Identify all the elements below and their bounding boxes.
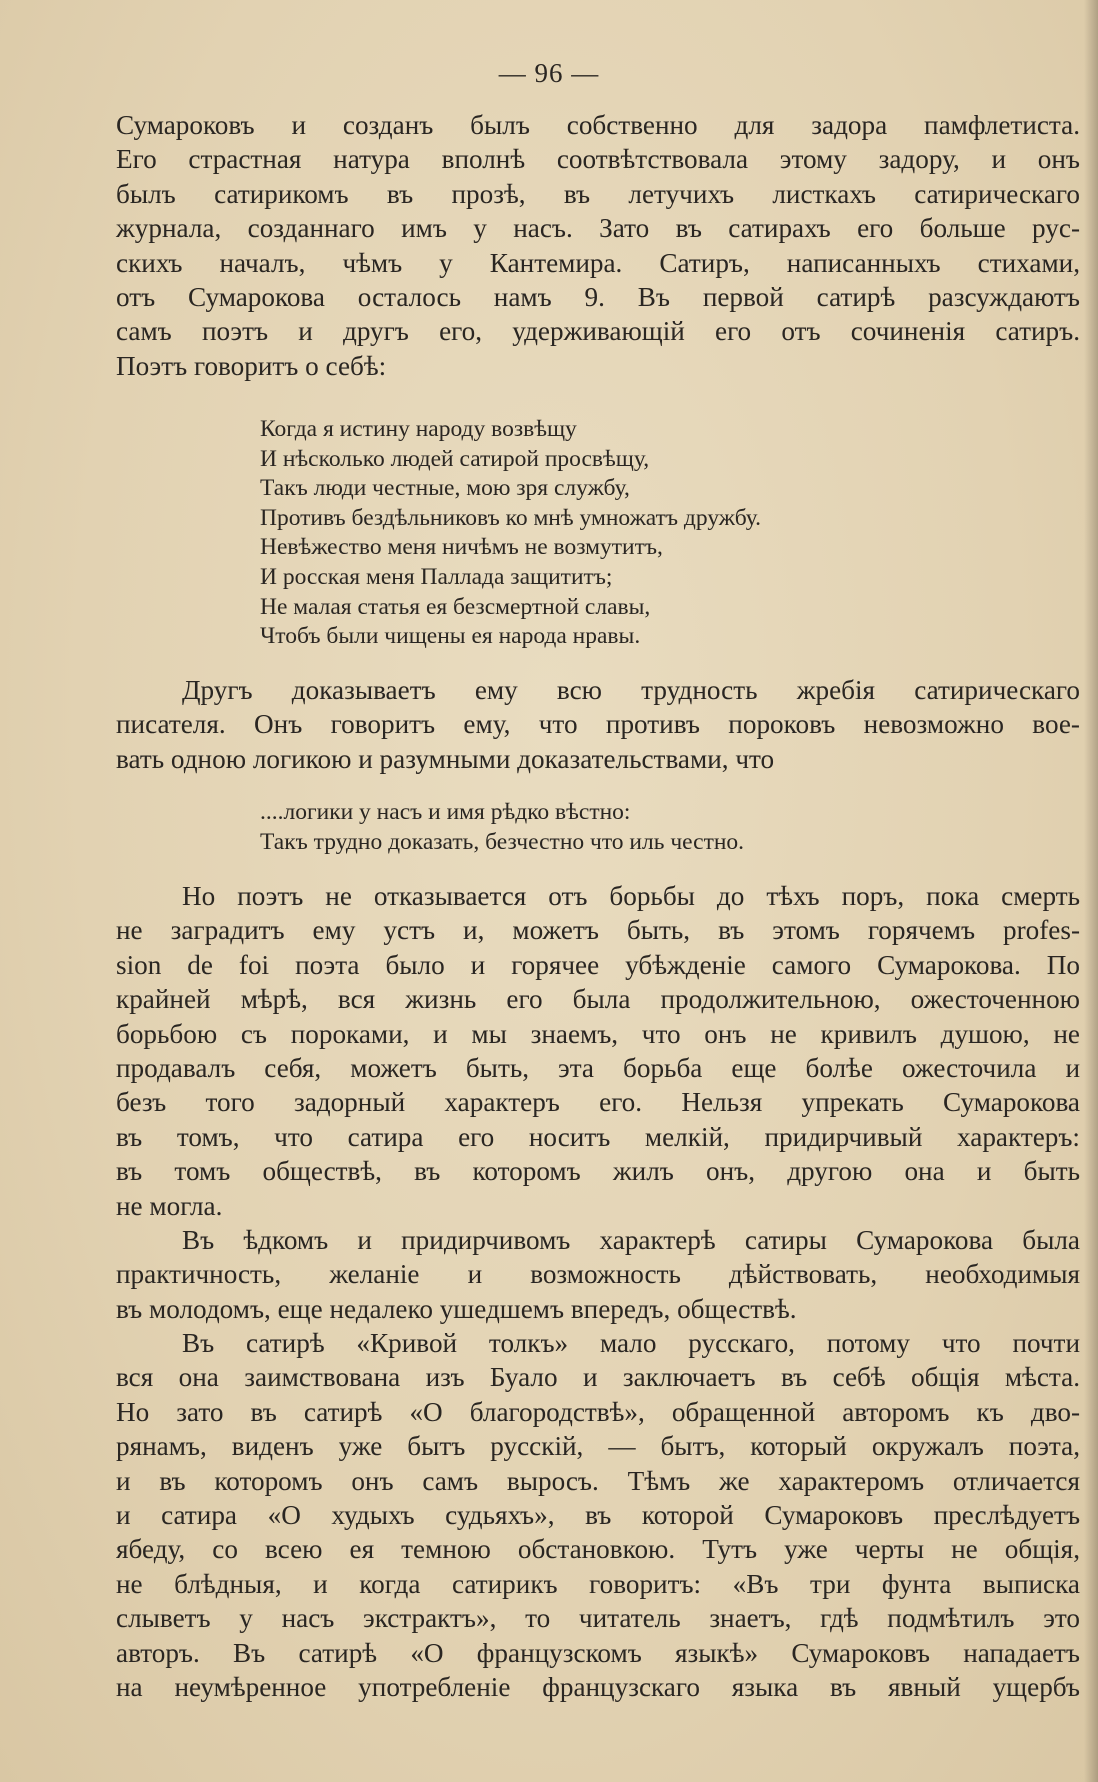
- text-line: писателя. Онъ говоритъ ему, что противъ пороковъ невозможно вое-: [116, 709, 1080, 740]
- text-line: практичность, желаніе и возможность дѣйствовать, необходимыя: [116, 1259, 1080, 1290]
- text-line: авторъ. Въ сатирѣ «О французскомъ языкѣ» Сумароковъ нападаетъ: [116, 1637, 1080, 1668]
- text-line: не блѣдныя, и когда сатирикъ говоритъ: «Въ три фунта выписка: [116, 1568, 1080, 1599]
- text-line: слыветъ у насъ экстрактъ», то читатель знаетъ, гдѣ подмѣтилъ это: [116, 1603, 1080, 1634]
- text-line: продавалъ себя, можетъ быть, эта борьба еще болѣе ожесточила и: [116, 1052, 1080, 1083]
- verse-line: ....логики у насъ и имя рѣдко вѣстно:: [260, 799, 631, 825]
- text-line: Поэтъ говоритъ о себѣ:: [116, 350, 387, 381]
- verse-line: Когда я истину народу возвѣщу: [260, 416, 577, 442]
- text-line: на неумѣренное употребленіе французскаго языка въ явный ущербъ: [116, 1671, 1080, 1702]
- text-line: ябеду, со всею ея темною обстановкою. Тутъ уже черты не общія,: [116, 1534, 1080, 1565]
- verse-line: Такъ трудно доказать, безчестно что иль честно.: [260, 828, 745, 855]
- text-line: sion de foi поэта было и горячее убѣжденіе самого Сумарокова. По: [116, 949, 1080, 980]
- text-line: и въ которомъ онъ самъ выросъ. Тѣмъ же характеромъ отличается: [116, 1465, 1080, 1496]
- text-line: Въ ѣдкомъ и придирчивомъ характерѣ сатиры Сумарокова была: [182, 1224, 1080, 1255]
- text-line: Его страстная натура вполнѣ соотвѣтствовала этому задору, и онъ: [116, 144, 1080, 175]
- paragraph-2: [116, 673, 1080, 776]
- text-line: въ молодомъ, еще недалеко ушедшемъ впередъ, обществѣ.: [116, 1293, 797, 1324]
- text-line: не заградитъ ему устъ и, можетъ быть, въ этомъ горячемъ profes-: [116, 915, 1080, 946]
- text-line: Но зато въ сатирѣ «О благородствѣ», обращенной авторомъ къ дво-: [116, 1396, 1080, 1427]
- text-line: Въ сатирѣ «Кривой толкъ» мало русскаго, потому что почти: [182, 1328, 1080, 1359]
- text-line: не могла.: [116, 1190, 223, 1221]
- page-number: — 96 —: [498, 58, 600, 88]
- verse-line: Не малая статья ея безсмертной славы,: [260, 593, 651, 620]
- verse-line: И росская меня Паллада защититъ;: [260, 563, 613, 590]
- text-line: вся она заимствована изъ Буало и заключаетъ въ себѣ общія мѣста.: [116, 1362, 1080, 1393]
- text-line: Сумароковъ и созданъ былъ собственно для задора памфлетиста.: [116, 110, 1080, 140]
- verse-line: Противъ бездѣльниковъ ко мнѣ умножатъ дружбу.: [260, 504, 762, 531]
- text-line: вать одною логикою и разумными доказательствами, что: [116, 743, 775, 774]
- text-line: борьбою съ пороками, и мы знаемъ, что онъ не кривилъ душою, не: [116, 1018, 1080, 1049]
- verse-line: Невѣжество меня ничѣмъ не возмутитъ,: [260, 534, 663, 561]
- text-line: безъ того задорный характеръ его. Нельзя упрекать Сумарокова: [116, 1087, 1080, 1118]
- verse-line: И нѣсколько людей сатирой просвѣщу,: [260, 445, 650, 472]
- text-line: отъ Сумарокова осталось намъ 9. Въ первой сатирѣ разсуждаютъ: [116, 281, 1080, 312]
- page-edge-shadow: [1084, 0, 1098, 1782]
- paragraph-3-to-5: [116, 879, 1080, 1704]
- verse-quote-2: [260, 798, 744, 857]
- text-line: въ томъ обществѣ, въ которомъ жилъ онъ, другою она и быть: [116, 1156, 1080, 1187]
- verse-line: Такъ люди честные, мою зря службу,: [260, 475, 630, 502]
- text-line: въ томъ, что сатира его носитъ мелкій, придирчивый характеръ:: [116, 1121, 1080, 1152]
- text-line: былъ сатирикомъ въ прозѣ, въ летучихъ листкахъ сатирическаго: [116, 178, 1080, 209]
- text-line: и сатира «О худыхъ судьяхъ», въ которой Сумароковъ преслѣдуетъ: [116, 1500, 1080, 1531]
- paragraph-1: [116, 108, 1080, 383]
- text-line: скихъ началъ, чѣмъ у Кантемира. Сатиръ, написанныхъ стихами,: [116, 247, 1080, 278]
- text-line: журнала, созданнаго имъ у насъ. Зато въ сатирахъ его больше рус-: [116, 213, 1080, 244]
- text-line: самъ поэтъ и другъ его, удерживающій его отъ сочиненія сатиръ.: [116, 316, 1080, 347]
- text-line: Но поэтъ не отказывается отъ борьбы до тѣхъ поръ, пока смерть: [182, 881, 1080, 911]
- text-line: Другъ доказываетъ ему всю трудность жребія сатирическаго: [182, 675, 1080, 705]
- verse-line: Чтобъ были чищены ея народа нравы.: [260, 623, 641, 650]
- verse-quote-1: [260, 415, 761, 652]
- text-line: рянамъ, виденъ уже бытъ русскій, — бытъ, который окружалъ поэта,: [116, 1431, 1080, 1462]
- text-line: крайней мѣрѣ, вся жизнь его была продолжительною, ожесточенною: [116, 984, 1080, 1015]
